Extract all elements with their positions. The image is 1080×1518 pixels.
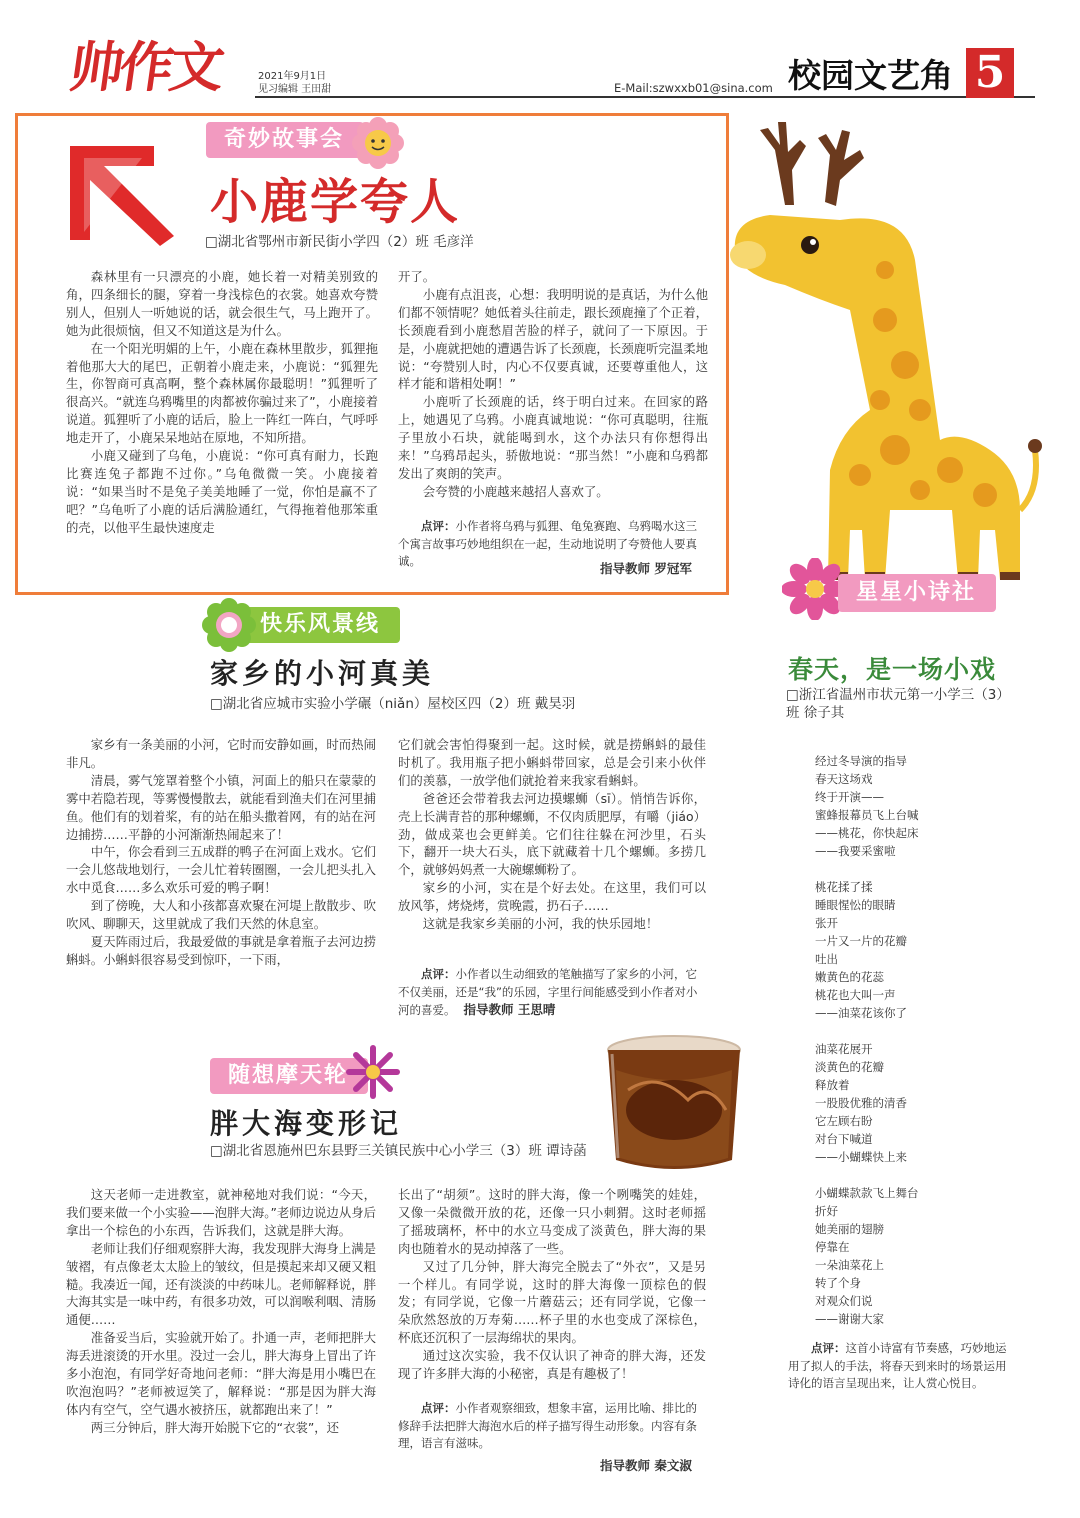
article1-title: 小鹿学夸人: [210, 174, 461, 230]
editor-credit: 见习编辑 王田甜: [258, 84, 332, 95]
paragraph: 又过了几分钟，胖大海完全脱去了“外衣”，又是另一个样儿。有同学说，这时的胖大海像一顶棕色的假发；有同学说，它像一片蘑菇云；还有同学说，它像一朵欣然怒放的万寿菊……杯子里的水也变成了深棕色，杯底还沉积了一层海绵状的果肉。: [398, 1258, 706, 1346]
poem-line: 转了个身: [815, 1276, 861, 1290]
comment-label: 点评：: [811, 1341, 846, 1355]
paragraph: 在一个阳光明媚的上午，小鹿在森林里散步，狐狸拖着他那大大的尾巴，正朝着小鹿走来，小鹿说：“狐狸先生，你智商可真高啊，整个森林属你最聪明！”狐狸听了很高兴。“就连乌鸦嘴里的肉都被你骗过来了”，小鹿接着说道。狐狸听了小鹿的话后，脸上一阵红一阵白，气呼呼地走开了，小鹿呆呆地站在原地，不知所措。: [66, 340, 378, 446]
article1-teacher: 指导教师 罗冠军: [600, 561, 692, 576]
poem-line: 一股股优雅的清香: [815, 1096, 907, 1110]
article1-right-column: [398, 268, 708, 501]
article3-byline: □湖北省恩施州巴东县野三关镇民族中心小学三（3）班 谭诗菡: [210, 1143, 587, 1159]
poem-line: 嫩黄色的花蕊: [815, 970, 884, 984]
article2-left-column: [66, 736, 376, 969]
poem-line: 张开: [815, 916, 838, 930]
article2-right-column: [398, 736, 706, 933]
poem-line: 对台下喊道: [815, 1132, 873, 1146]
newspaper-logo: 帅作文: [65, 35, 225, 99]
poem-body: [815, 752, 1015, 1328]
paragraph: 两三分钟后，胖大海开始脱下它的“衣裳”，还: [90, 1419, 340, 1435]
article1-byline: □湖北省鄂州市新民街小学四（2）班 毛彦洋: [205, 234, 474, 250]
poem-line: 淡黄色的花瓣: [815, 1060, 884, 1074]
paragraph: 小鹿听了长颈鹿的话，终于明白过来。在回家的路上，她遇见了乌鸦。小鹿真诚地说：“你可真聪明，往瓶子里放小石块，就能喝到水，这个办法只有你想得出来！”乌鸦昂起头，骄傲地说：“那当然！”小鹿和乌鸦都发出了爽朗的笑声。: [398, 394, 708, 481]
paragraph: 小鹿又碰到了乌龟，小鹿说：“你可真有耐力，长跑比赛连兔子都跑不过你。”乌龟微微一笑。小鹿接着说：“如果当时不是兔子美美地睡了一觉，你怕是赢不了吧？”乌龟听了小鹿的话后满脸通红，气得拖着他那笨重的壳，以他平生最快速度走: [66, 448, 378, 535]
comment-text: 小作者以生动细致的笔触描写了家乡的小河，它不仅美丽，还是“我”的乐园，字里行间能感受到小作者对小河的喜爱。: [398, 967, 698, 1017]
header-rule: [255, 96, 1035, 98]
article3-teacher: 指导教师 秦文淑: [600, 1458, 692, 1473]
paragraph: 小鹿有点沮丧，心想：我明明说的是真话，为什么他们都不领情呢？她低着头往前走，跟长颈鹿撞了个正着，长颈鹿看到小鹿愁眉苦脸的样子，就问了一下原因。于是，小鹿就把她的遭遇告诉了长颈鹿，长颈鹿听完温柔地说：“夸赞别人时，内心不仅要真诚，还要尊重他人，这样才能和谐相处啊！”: [398, 286, 708, 392]
poem-comment: [788, 1340, 1016, 1393]
article3-title: 胖大海变形记: [210, 1107, 403, 1140]
poem-line: ——小蝴蝶快上来: [815, 1150, 907, 1164]
poem-line: 对观众们说: [815, 1294, 873, 1308]
paragraph-continued: 它们就会害怕得聚到一起。这时候，就是捞蝌蚪的最佳时机了。我用瓶子把小蝌蚪带回家，总是会引来小伙伴们的羡慕，一放学他们就抢着来我家看蝌蚪。: [398, 737, 706, 788]
paragraph: 老师让我们仔细观察胖大海，我发现胖大海身上满是皱褶，有点像老太太脸上的皱纹，但是摸起来却又硬又粗糙。我凑近一闻，还有淡淡的中药味儿。老师解释说，胖大海其实是一味中药，有很多功效，可以润喉利咽、清肠通便……: [66, 1240, 376, 1328]
poem-line: ——桃花，你快起床: [815, 826, 919, 840]
poem-line: 它左顾右盼: [815, 1114, 873, 1128]
paragraph: 会夸赞的小鹿越来越招人喜欢了。: [422, 483, 609, 499]
comment-label: 点评：: [421, 967, 456, 981]
page-number: 5: [966, 48, 1014, 98]
section-title: 校园文艺角: [788, 56, 953, 95]
paragraph: 通过这次实验，我不仅认识了神奇的胖大海，还发现了许多胖大海的小秘密，真是有趣极了！: [398, 1348, 706, 1382]
paragraph: 这就是我家乡美丽的小河，我的快乐园地！: [422, 916, 659, 932]
poem-line: ——我要采蜜啦: [815, 844, 896, 858]
poem-line: 释放着: [815, 1078, 850, 1092]
poem-line: 吐出: [815, 952, 838, 966]
poem-line: 折好: [815, 1204, 838, 1218]
comment-text: 小作者将乌鸦与狐狸、龟兔赛跑、乌鸦喝水这三个寓言故事巧妙地组织在一起，生动地说明了夸赞他人要真诚。: [398, 519, 697, 568]
poem-line: 小蝴蝶款款飞上舞台: [815, 1186, 919, 1200]
article3-left-column: [66, 1186, 376, 1437]
article2-teacher: 指导教师 王思晴: [463, 1002, 556, 1017]
column-tag-scenery: 快乐风景线: [210, 607, 400, 643]
article3-comment: [398, 1400, 706, 1453]
paragraph: 到了傍晚，大人和小孩都喜欢聚在河堤上散散步、吹吹风、聊聊天，这里就成了我们天然的休息室。: [66, 898, 376, 932]
poem-line: 桃花也大叫一声: [815, 988, 896, 1002]
poem-line: 蜜蜂报幕员飞上台喊: [815, 808, 919, 822]
smiling-flower-icon: [352, 117, 404, 169]
article2-comment: [398, 966, 706, 1020]
paragraph: 家乡有一条美丽的小河，它时而安静如画，时而热闹非凡。: [66, 737, 376, 770]
article3-right-column: [398, 1186, 706, 1383]
article2-title: 家乡的小河真美: [210, 657, 435, 690]
comment-text: 小作者观察细致，想象丰富，运用比喻、排比的修辞手法把胖大海泡水后的样子描写得生动形象。内容有条理，语言有滋味。: [398, 1401, 697, 1450]
paragraph: 准备妥当后，实验就开始了。扑通一声，老师把胖大海丢进滚烫的开水里。没过一会儿，胖大海身上冒出了许多小泡泡，有同学好奇地问老师：“胖大海是用小嘴巴在吹泡泡吗？”老师被逗笑了，解释说：“那是因为胖大海体内有空气，空气遇水被挤压，就都跑出来了！”: [66, 1330, 376, 1417]
red-arrow-icon: [62, 128, 182, 248]
article1-left-column: [66, 268, 378, 537]
poem-line: 油菜花展开: [815, 1042, 873, 1056]
paragraph: 这天老师一走进教室，就神秘地对我们说：“今天，我们要来做一个小实验——泡胖大海。”老师边说边从身后拿出一个棕色的小东西，告诉我们，这就是胖大海。: [66, 1187, 376, 1238]
paragraph: 森林里有一只漂亮的小鹿，她长着一对精美别致的角，四条细长的腿，穿着一身浅棕色的衣裳。她喜欢夸赞别人，但别人一听她说的话，就会很生气，马上跑开了。她为此很烦恼，但又不知道这是为什么。: [66, 269, 378, 338]
poem-line: 一片又一片的花瓣: [815, 934, 907, 948]
paragraph-continued: 长出了“胡须”。这时的胖大海，像一个咧嘴笑的娃娃，又像一朵微微开放的花，还像一只小刺猬。这时老师摇了摇玻璃杯，杯中的水立马变成了淡黄色，胖大海的果肉也随着水的晃动掉落了一些。: [398, 1187, 706, 1256]
poem-line: 终于开演——: [815, 790, 884, 804]
paragraph: 中午，你会看到三五成群的鸭子在河面上戏水。它们一会儿悠哉地划行，一会儿忙着转圈圈，一会儿把头扎入水中觅食……多么欢乐可爱的鸭子啊！: [66, 844, 376, 896]
poem-line: 桃花揉了揉: [815, 880, 873, 894]
paragraph: 清晨，雾气笼罩着整个小镇，河面上的船只在蒙蒙的雾中若隐若现，等雾慢慢散去，就能看到渔夫们在河里捕鱼。他们有的划着桨，有的站在船头撒着网，有的站在河边捕捞……平静的小河渐渐热闹起来了！: [66, 772, 376, 842]
poem-line: 睡眼惺忪的眼睛: [815, 898, 896, 912]
poem-line: 她美丽的翅膀: [815, 1222, 884, 1236]
green-flower-icon: [202, 598, 256, 652]
email-address: E-Mail:szwxxb01@sina.com: [614, 81, 773, 95]
giraffe-illustration: [690, 110, 1070, 590]
poem-line: ——油菜花该你了: [815, 1006, 907, 1020]
paragraph: 家乡的小河，实在是个好去处。在这里，我们可以放风筝，烤烧烤，赏晚霞，扔石子……: [398, 880, 706, 914]
column-tag-story: 奇妙故事会: [206, 122, 364, 158]
paragraph: 夏天阵雨过后，我最爱做的事就是拿着瓶子去河边捞蝌蚪。小蝌蚪很容易受到惊吓，一下雨，: [66, 933, 376, 967]
poem-line: 经过冬导演的指导: [815, 754, 907, 768]
comment-label: 点评：: [421, 519, 456, 533]
comment-label: 点评：: [421, 1401, 456, 1415]
column-tag-poetry: 星星小诗社: [838, 574, 996, 612]
poem-title: 春天，是一场小戏: [788, 655, 997, 684]
poem-byline: □浙江省温州市状元第一小学三（3）班 徐子其: [786, 687, 1010, 721]
poem-line: 一朵油菜花上: [815, 1258, 884, 1272]
poem-line: 停靠在: [815, 1240, 850, 1254]
poem-line: 春天这场戏: [815, 772, 873, 786]
purple-flower-icon: [345, 1044, 401, 1100]
poem-line: ——谢谢大家: [815, 1312, 884, 1326]
comment-text: 这首小诗富有节奏感，巧妙地运用了拟人的手法，将春天到来时的场景运用诗化的语言呈现出来，让人赏心悦目。: [788, 1341, 1007, 1390]
issue-date: 2021年9月1日: [258, 71, 327, 82]
column-tag-musings: 随想摩天轮: [210, 1058, 368, 1094]
tea-glass-photo: [598, 1030, 758, 1180]
article2-byline: □湖北省应城市实验小学碾（niǎn）屋校区四（2）班 戴昊羽: [210, 696, 576, 712]
paragraph: 爸爸还会带着我去河边摸螺蛳（sī）。悄悄告诉你，壳上长满青苔的那种螺蛳，不仅肉质肥厚，有嚼（jiáo）劲，做成菜也会更鲜美。它们往往躲在河沙里，石头下，翻开一块大石头，底下就藏着十几个螺蛳。多捞几个，就够妈妈煮一大碗螺蛳粉了。: [398, 790, 706, 878]
paragraph-continued: 开了。: [398, 269, 436, 284]
